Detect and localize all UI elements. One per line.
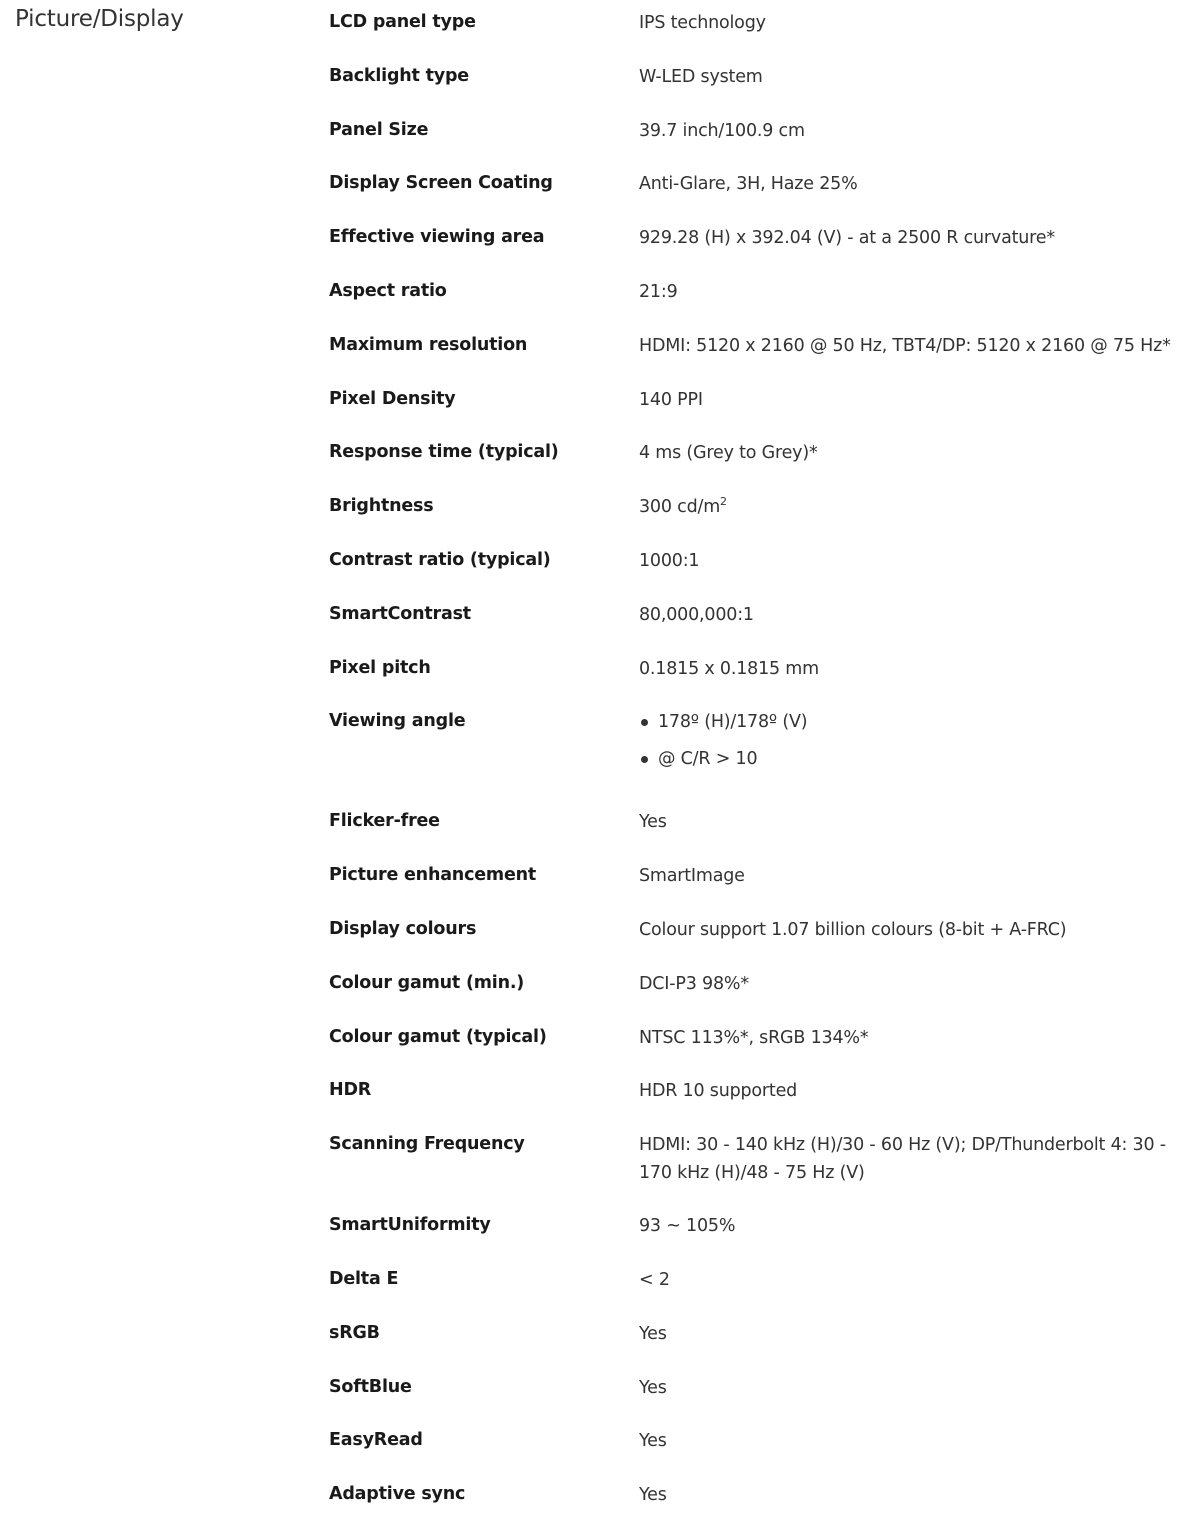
spec-value: Yes bbox=[639, 1485, 667, 1506]
spec-label: SmartUniformity bbox=[329, 1215, 491, 1236]
brightness-superscript: 2 bbox=[720, 495, 727, 509]
spec-row-maximum-resolution bbox=[329, 332, 1174, 386]
spec-row-viewing-angle bbox=[329, 708, 1174, 808]
spec-label: Pixel Density bbox=[329, 388, 456, 409]
spec-value: DCI-P3 98%* bbox=[639, 973, 749, 994]
spec-label: Pixel pitch bbox=[329, 657, 431, 678]
spec-row-adaptive-sync bbox=[329, 1481, 1174, 1535]
spec-row-contrast-ratio bbox=[329, 547, 1174, 601]
spec-label: Brightness bbox=[329, 496, 434, 517]
spec-row-response-time bbox=[329, 439, 1174, 493]
spec-value: NTSC 113%*, sRGB 134%* bbox=[639, 1027, 869, 1048]
spec-table bbox=[329, 9, 1174, 1535]
spec-value: IPS technology bbox=[639, 13, 766, 33]
spec-label: Colour gamut (min.) bbox=[329, 972, 525, 993]
spec-label: Display Screen Coating bbox=[329, 173, 553, 194]
spec-value: 929.28 (H) x 392.04 (V) - at a 2500 R curvature* bbox=[639, 228, 1055, 249]
spec-row-easyread bbox=[329, 1427, 1174, 1481]
spec-label: SmartContrast bbox=[329, 603, 471, 624]
spec-label: Maximum resolution bbox=[329, 334, 528, 355]
spec-value: Yes bbox=[639, 1377, 667, 1398]
spec-row-scanning-frequency bbox=[329, 1131, 1174, 1212]
spec-label: Display colours bbox=[329, 918, 477, 939]
spec-row-lcd-panel-type bbox=[329, 9, 1174, 63]
spec-label: Backlight type bbox=[329, 65, 469, 86]
spec-label: Response time (typical) bbox=[329, 442, 559, 463]
spec-value bbox=[639, 708, 1174, 782]
spec-label: Colour gamut (typical) bbox=[329, 1026, 547, 1047]
spec-label: Scanning Frequency bbox=[329, 1134, 525, 1155]
spec-value: SmartImage bbox=[639, 866, 745, 887]
spec-label: Aspect ratio bbox=[329, 280, 447, 301]
spec-value: Yes bbox=[639, 812, 667, 833]
spec-row-display-colours bbox=[329, 916, 1174, 970]
spec-row-flicker-free bbox=[329, 808, 1174, 862]
list-item bbox=[639, 745, 1174, 773]
spec-value: Anti-Glare, 3H, Haze 25% bbox=[639, 174, 858, 195]
spec-label: Flicker-free bbox=[329, 811, 440, 832]
spec-value: 21:9 bbox=[639, 281, 678, 302]
spec-row-smartcontrast bbox=[329, 601, 1174, 655]
spec-row-srgb bbox=[329, 1320, 1174, 1374]
spec-value: 0.1815 x 0.1815 mm bbox=[639, 658, 820, 679]
spec-value: 1000:1 bbox=[639, 550, 700, 571]
brightness-value: 300 cd/m bbox=[639, 497, 721, 518]
spec-value: Colour support 1.07 billion colours (8-bit + A-FRC) bbox=[639, 919, 1067, 940]
spec-row-softblue bbox=[329, 1374, 1174, 1428]
spec-label: SoftBlue bbox=[329, 1376, 412, 1397]
spec-row-smartuniformity bbox=[329, 1212, 1174, 1266]
spec-label: LCD panel type bbox=[329, 12, 476, 32]
spec-label: Effective viewing area bbox=[329, 227, 545, 248]
spec-value: 80,000,000:1 bbox=[639, 604, 754, 625]
bullet-icon bbox=[641, 756, 648, 763]
list-item-text: @ C/R > 10 bbox=[658, 749, 758, 770]
list-item-text: 178º (H)/178º (V) bbox=[658, 712, 808, 733]
section-title: Picture/Display bbox=[15, 6, 184, 32]
spec-label: Adaptive sync bbox=[329, 1484, 466, 1505]
spec-row-pixel-density bbox=[329, 386, 1174, 440]
spec-label: Viewing angle bbox=[329, 711, 466, 732]
spec-value: 93 ~ 105% bbox=[639, 1216, 736, 1237]
spec-label: Picture enhancement bbox=[329, 865, 537, 886]
spec-value: 4 ms (Grey to Grey)* bbox=[639, 443, 818, 464]
spec-row-delta-e bbox=[329, 1266, 1174, 1320]
spec-label: HDR bbox=[329, 1080, 372, 1101]
spec-row-aspect-ratio bbox=[329, 278, 1174, 332]
spec-value: 140 PPI bbox=[639, 389, 703, 410]
spec-row-colour-gamut-typical bbox=[329, 1024, 1174, 1078]
spec-row-display-screen-coating bbox=[329, 170, 1174, 224]
spec-value: HDMI: 5120 x 2160 @ 50 Hz, TBT4/DP: 5120 x 2160 @ 75 Hz* bbox=[639, 335, 1171, 356]
spec-row-backlight-type bbox=[329, 63, 1174, 117]
spec-label: Delta E bbox=[329, 1268, 399, 1289]
spec-row-effective-viewing-area bbox=[329, 224, 1174, 278]
spec-row-pixel-pitch bbox=[329, 655, 1174, 709]
spec-value: Yes bbox=[639, 1323, 667, 1344]
spec-value: < 2 bbox=[639, 1269, 670, 1290]
list-item bbox=[639, 708, 1174, 736]
spec-row-colour-gamut-min bbox=[329, 970, 1174, 1024]
spec-row-picture-enhancement bbox=[329, 862, 1174, 916]
bullet-icon bbox=[641, 719, 648, 726]
spec-label: Contrast ratio (typical) bbox=[329, 549, 551, 570]
spec-row-brightness bbox=[329, 493, 1174, 547]
spec-value: HDMI: 30 - 140 kHz (H)/30 - 60 Hz (V); DP/Thunderbolt 4: 30 - 170 kHz (H)/48 - 75 Hz (V) bbox=[639, 1135, 1166, 1184]
spec-label: EasyRead bbox=[329, 1430, 423, 1451]
spec-value: W-LED system bbox=[639, 66, 763, 87]
spec-row-hdr bbox=[329, 1077, 1174, 1131]
spec-label: Panel Size bbox=[329, 119, 429, 140]
spec-value: Yes bbox=[639, 1431, 667, 1452]
spec-value bbox=[639, 493, 1174, 521]
spec-label: sRGB bbox=[329, 1322, 380, 1343]
spec-row-panel-size bbox=[329, 117, 1174, 171]
spec-value: HDR 10 supported bbox=[639, 1081, 798, 1102]
spec-value: 39.7 inch/100.9 cm bbox=[639, 120, 805, 141]
viewing-angle-list bbox=[639, 708, 1174, 773]
